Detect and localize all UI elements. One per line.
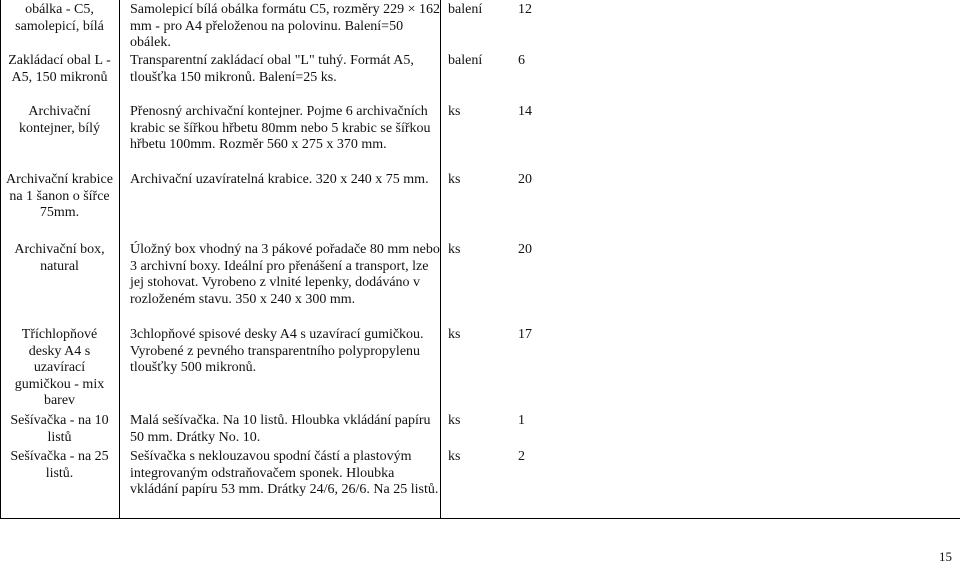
item-name: obálka - C5, samolepicí, bílá: [15, 2, 104, 34]
item-unit: ks: [448, 104, 461, 119]
item-name: Tříchlopňové desky A4 s uzavírací gumičkou - mix barev: [14, 327, 105, 409]
item-description: Samolepicí bílá obálka formátu C5, rozměry 229 × 162 mm - pro A4 přeloženou na polovinu. Balení=50 obálek.: [130, 2, 440, 51]
item-unit: ks: [448, 172, 461, 187]
item-name: Archivační kontejner, bílý: [18, 104, 101, 136]
item-unit: balení: [448, 2, 483, 17]
item-description: Přenosný archivační kontejner. Pojme 6 archivačních krabic se šířkou hřbetu 80mm nebo 5 krabic se šířkou hřbetu 100mm. Rozměr 560 x 275 x 370 mm.: [130, 104, 431, 153]
item-quantity: 6: [518, 53, 525, 68]
page-number: 15: [939, 549, 952, 565]
item-description: Úložný box vhodný na 3 pákové pořadače 80 mm nebo 3 archivní boxy. Ideální pro přenášení a transport, lze jej stohovat. Vyrobeno z vlnité lepenky, dodáváno v rozloženém stavu. 350 x 240 x 300 mm.: [130, 242, 440, 307]
item-name: Archivační box, natural: [14, 242, 105, 274]
item-quantity: 12: [518, 2, 532, 17]
item-description: Sešívačka s neklouzavou spodní částí a plastovým integrovaným odstraňovačem sponek. Hloubka vkládání papíru 53 mm. Drátky 24/6, 26/6. Na 25 listů.: [130, 449, 439, 498]
item-description: 3chlopňové spisové desky A4 s uzavírací gumičkou. Vyrobené z pevného transparentního polypropylenu tloušťky 500 mikronů.: [130, 327, 424, 376]
table-border-left: [0, 0, 1, 518]
item-unit: ks: [448, 413, 461, 428]
item-name: Archivační krabice na 1 šanon o šířce 75mm.: [6, 172, 113, 221]
item-quantity: 20: [518, 172, 532, 187]
item-quantity: 17: [518, 327, 532, 342]
table-border-bottom: [0, 518, 960, 519]
item-unit: balení: [448, 53, 483, 68]
item-unit: ks: [448, 242, 461, 257]
item-quantity: 1: [518, 413, 525, 428]
item-description: Transparentní zakládací obal "L" tuhý. Formát A5, tloušťka 150 mikronů. Balení=25 ks.: [130, 53, 414, 85]
item-description: Malá sešívačka. Na 10 listů. Hloubka vkládání papíru 50 mm. Drátky No. 10.: [130, 413, 431, 445]
item-name: Sešívačka - na 10 listů: [10, 413, 109, 445]
column-divider-1: [119, 0, 120, 518]
item-description: Archivační uzavíratelná krabice. 320 x 240 x 75 mm.: [130, 172, 429, 187]
item-quantity: 20: [518, 242, 532, 257]
item-quantity: 2: [518, 449, 525, 464]
item-name: Zakládací obal L - A5, 150 mikronů: [8, 53, 111, 85]
item-name: Sešívačka - na 25 listů.: [10, 449, 109, 481]
item-unit: ks: [448, 327, 461, 342]
item-quantity: 14: [518, 104, 532, 119]
item-unit: ks: [448, 449, 461, 464]
